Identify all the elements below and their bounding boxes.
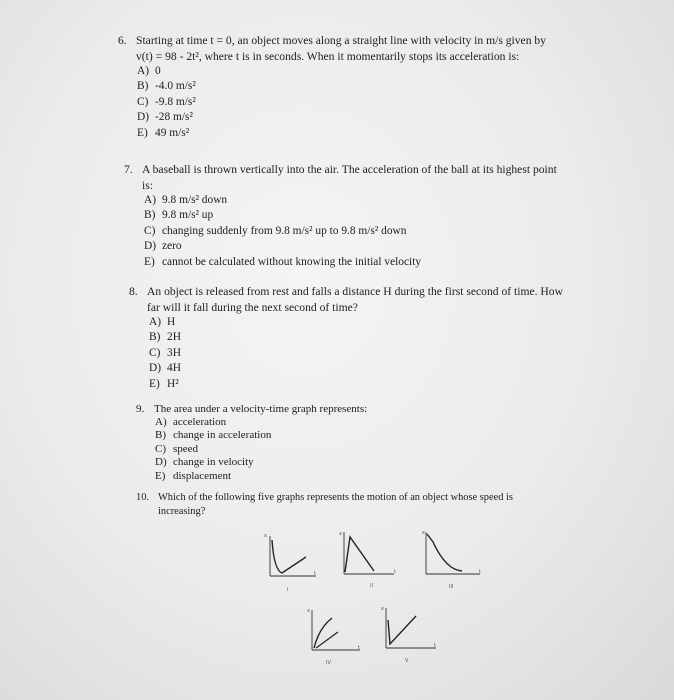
x-axis-label: t <box>314 571 316 577</box>
answer-options <box>144 193 557 270</box>
question-8-stem <box>129 284 563 315</box>
graph-caption: II <box>370 583 373 589</box>
graph-curve <box>388 616 416 644</box>
question-text-line: increasing? <box>158 505 206 517</box>
question-7-stem <box>124 162 557 193</box>
answer-option: B) change in acceleration <box>155 429 272 442</box>
answer-option: B) 9.8 m/s² up <box>144 209 214 222</box>
question-text-line: A baseball is thrown vertically into the air. The acceleration of the ball at its highest point <box>142 163 557 176</box>
answer-option: A) acceleration <box>155 416 227 428</box>
question-number: 9. <box>136 403 145 415</box>
y-axis-label: x <box>422 530 425 536</box>
answer-option: D) change in velocity <box>155 456 254 469</box>
graph-caption: III <box>449 584 454 590</box>
question-text-line: The area under a velocity-time graph represents: <box>154 403 368 415</box>
question-6 <box>118 33 546 141</box>
question-7 <box>124 162 557 270</box>
question-10 <box>136 491 513 518</box>
graph-curve <box>345 537 374 572</box>
graph-2 <box>336 526 402 592</box>
question-10-stem <box>136 491 513 518</box>
answer-option: B) 2H <box>149 331 181 344</box>
question-number: 7. <box>124 163 133 176</box>
answer-option: C) 3H <box>149 346 181 359</box>
answer-option: A) H <box>149 316 176 328</box>
question-9-stem <box>136 402 367 416</box>
x-axis-label: t <box>434 643 436 649</box>
question-number: 8. <box>129 285 138 298</box>
y-axis-label: x <box>381 606 384 612</box>
y-axis-label: x <box>307 608 310 614</box>
answer-options <box>149 315 563 392</box>
question-8 <box>129 284 563 392</box>
graph-5 <box>378 604 444 668</box>
answer-option: E) displacement <box>155 469 232 482</box>
question-text-line: is: <box>142 178 153 192</box>
graph-caption: IV <box>326 660 331 666</box>
question-text-line: Which of the following five graphs represents the motion of an object whose speed is <box>158 492 513 503</box>
answer-option: D) zero <box>144 240 182 253</box>
answer-options <box>137 64 546 141</box>
answer-option: A) 0 <box>137 65 161 77</box>
graph-caption: I <box>287 587 289 593</box>
y-axis-label: x <box>339 531 342 537</box>
answer-option: C) -9.8 m/s² <box>137 95 196 108</box>
answer-option: E) 49 m/s² <box>137 126 190 139</box>
x-axis-label: t <box>394 569 396 575</box>
question-9 <box>136 402 367 483</box>
graph-curve <box>427 534 462 571</box>
x-axis-label: t <box>358 645 360 651</box>
answer-option: C) changing suddenly from 9.8 m/s² up to 9.8 m/s² down <box>144 224 407 237</box>
graph-caption: V <box>405 658 409 664</box>
graph-1 <box>262 530 324 596</box>
answer-options <box>155 416 367 483</box>
answer-option: E) H² <box>149 377 179 390</box>
question-text-line: Starting at time t = 0, an object moves along a straight line with velocity in m/s given by <box>136 34 546 47</box>
graph-4 <box>304 606 366 670</box>
answer-option: E) cannot be calculated without knowing the initial velocity <box>144 255 422 268</box>
y-axis-label: x <box>264 533 267 539</box>
graph-3 <box>418 526 488 592</box>
answer-option: A) 9.8 m/s² down <box>144 194 228 206</box>
answer-option: D) -28 m/s² <box>137 111 193 124</box>
question-text-line: An object is released from rest and falls a distance H during the first second of time. How <box>147 285 563 298</box>
x-axis-label: t <box>479 569 481 575</box>
answer-option: B) -4.0 m/s² <box>137 80 196 93</box>
question-number: 6. <box>118 34 127 47</box>
answer-option: D) 4H <box>149 362 181 375</box>
graph-curve <box>272 540 306 573</box>
answer-option: C) speed <box>155 442 199 455</box>
question-number: 10. <box>136 492 149 503</box>
question-6-stem <box>118 33 546 64</box>
question-text-line: far will it fall during the next second of time? <box>147 300 358 314</box>
question-text-line: v(t) = 98 - 2t², where t is in seconds. When it momentarily stops its acceleration is: <box>136 49 520 63</box>
